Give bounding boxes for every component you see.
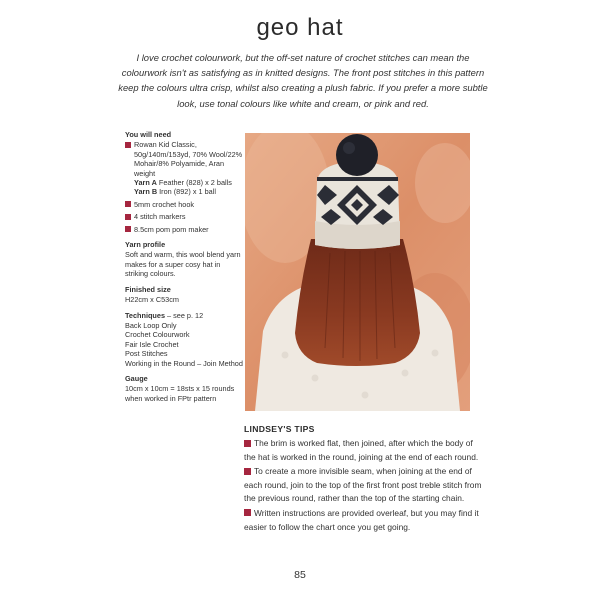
- hat-photo: [245, 133, 470, 411]
- tip-item: [244, 507, 484, 534]
- intro-text: I love crochet colourwork, but the off-set nature of crochet stitches can mean the colourwork isn't as satisfying as in knitted designs. The front post stitches in this pattern keep the colours ultra crisp, whilst also creating a plush fabric. If you prefer a more subtle look, use tonal colours like white and cream, or pink and red.: [118, 52, 488, 109]
- pattern-sidebar: [125, 130, 245, 403]
- yarn-text: Rowan Kid Classic, 50g/140m/153yd, 70% Wool/22% Mohair/8% Polyamide, Aran weight: [134, 140, 243, 178]
- hook-text: 5mm crochet hook: [134, 199, 195, 209]
- techniques-heading: [125, 311, 245, 320]
- tips-list: [244, 437, 484, 535]
- page-title: geo hat: [256, 14, 344, 41]
- finished-size-text: H22cm x C53cm: [125, 295, 179, 305]
- techniques-heading-label: Techniques: [125, 310, 166, 320]
- pompom-item: [125, 225, 245, 234]
- tip-text: The brim is worked flat, then joined, after which the body of the hat is worked in the round, joining at the end of each round.: [244, 438, 479, 462]
- technique-item: Post Stitches: [125, 349, 168, 359]
- technique-item: Fair Isle Crochet: [125, 339, 179, 349]
- bullet-square-icon: [125, 226, 131, 232]
- yarn-a-label: Yarn A: [134, 178, 157, 188]
- yarn-b-value: Iron (892) x 1 ball: [159, 187, 216, 197]
- markers-item: [125, 212, 245, 221]
- yarn-b-label: Yarn B: [134, 187, 158, 197]
- bullet-square-icon: [125, 142, 131, 148]
- technique-item: Working in the Round – Join Method: [125, 358, 243, 368]
- bullet-square-icon: [244, 440, 251, 447]
- markers-text: 4 stitch markers: [134, 212, 186, 222]
- page-number: 85: [294, 569, 306, 581]
- technique-item: Back Loop Only: [125, 320, 177, 330]
- yarn-profile-heading: Yarn profile: [125, 240, 166, 250]
- bullet-square-icon: [244, 468, 251, 475]
- gauge-text: 10cm x 10cm = 18sts x 15 rounds when worked in FPtr pattern: [125, 384, 235, 403]
- tip-text: Written instructions are provided overleaf, but you may find it easier to follow the chart once you get going.: [244, 507, 479, 532]
- hook-item: [125, 200, 245, 209]
- yarn-profile-text: Soft and warm, this wool blend yarn makes for a super cosy hat in striking colours.: [125, 250, 241, 279]
- technique-item: Crochet Colourwork: [125, 330, 190, 340]
- pompom-text: 8.5cm pom pom maker: [134, 224, 209, 234]
- bullet-square-icon: [125, 214, 131, 220]
- yarn-item: [125, 140, 245, 196]
- gauge-heading: Gauge: [125, 373, 148, 383]
- you-will-need-heading: You will need: [125, 130, 172, 139]
- finished-size-heading: Finished size: [125, 284, 171, 294]
- bullet-square-icon: [125, 201, 131, 207]
- techniques-page-ref: – see p. 12: [165, 310, 204, 320]
- tip-item: [244, 465, 484, 506]
- tip-item: [244, 437, 484, 464]
- yarn-a-value: Feather (828) x 2 balls: [158, 178, 232, 188]
- tips-heading: LINDSEY'S TIPS: [244, 424, 315, 434]
- tip-text: To create a more invisible seam, when joining at the end of each round, join to the top of the first front post treble stitch from the previous round, rather than the top of the starting chain.: [244, 466, 482, 504]
- bullet-square-icon: [244, 509, 251, 516]
